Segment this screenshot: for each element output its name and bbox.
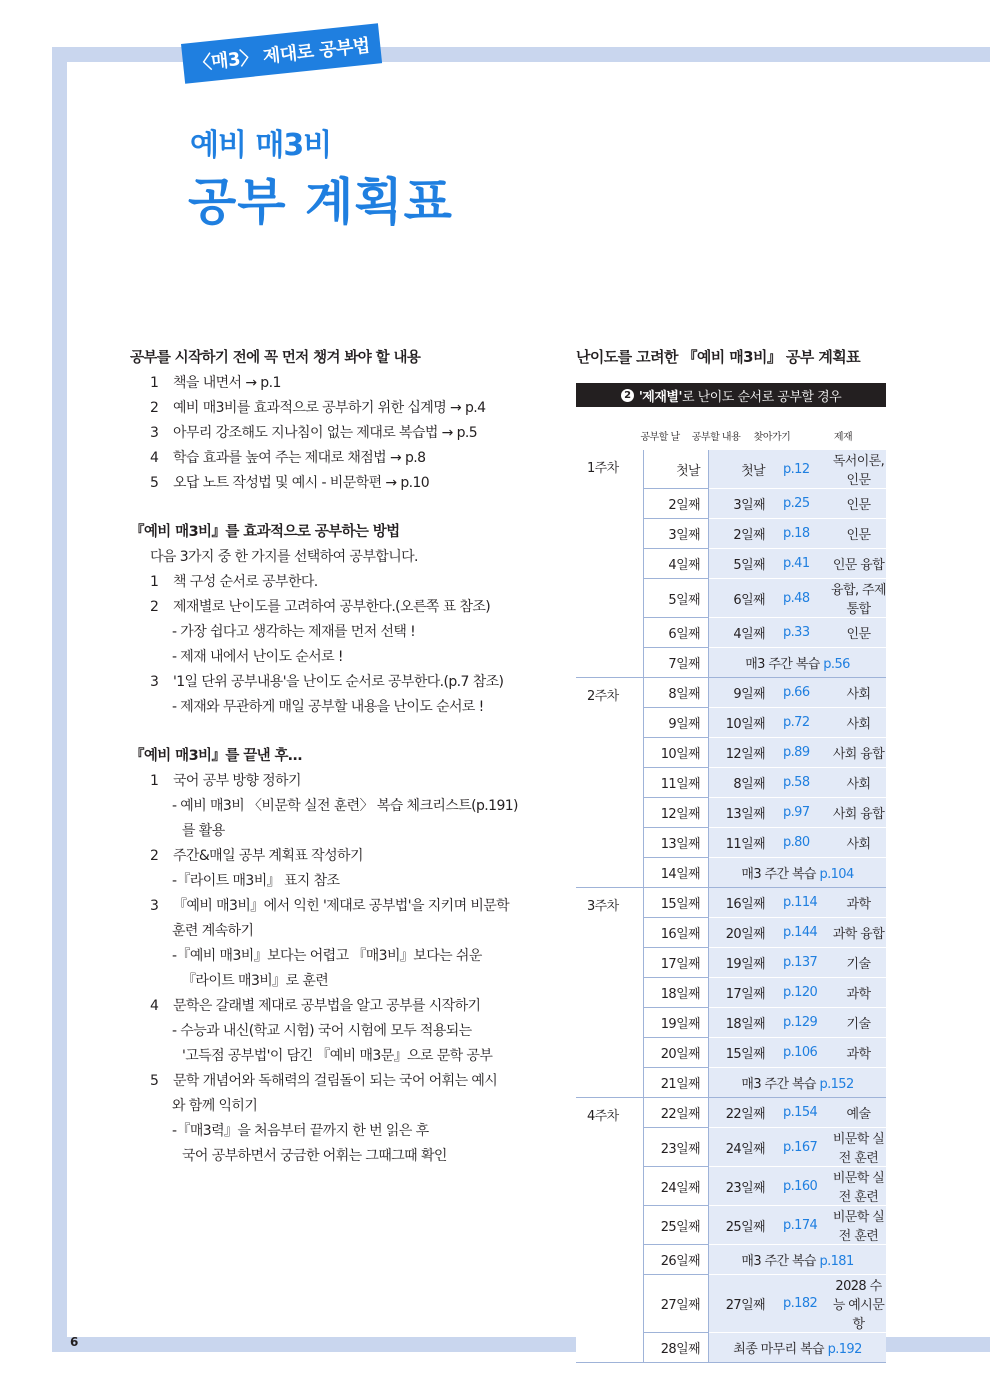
column-header-subject: 제재: [833, 432, 853, 443]
list-item: [130, 994, 550, 1019]
item-text: 책을 내면서 → p.1: [173, 375, 281, 391]
list-item: [130, 371, 550, 396]
table-row: [576, 678, 886, 708]
day-cell: 13일째: [644, 828, 709, 858]
content-cell: 22일째: [709, 1098, 774, 1128]
item-text: 학습 효과를 높여 주는 제대로 채점법 → p.8: [173, 450, 426, 466]
subject-cell: 과학 융합: [831, 918, 886, 948]
item-number: 4: [150, 450, 159, 466]
day-cell: 5일째: [644, 579, 709, 618]
page-cell: p.106: [773, 1038, 831, 1068]
page-number: 6: [70, 1335, 79, 1349]
page-cell: p.120: [773, 978, 831, 1008]
item-number: 1: [150, 375, 159, 391]
day-cell: 11일째: [644, 768, 709, 798]
item-text: '1일 단위 공부내용'을 난이도 순서로 공부한다.(p.7 참조): [173, 674, 504, 690]
content-cell: 20일째: [709, 918, 774, 948]
week-label: 3주차: [576, 888, 644, 1098]
day-cell: 26일째: [644, 1245, 709, 1275]
list-item: [130, 894, 550, 919]
content-cell: 23일째: [709, 1167, 774, 1206]
review-page: p.192: [827, 1342, 862, 1357]
day-cell: 21일째: [644, 1068, 709, 1098]
content-cell: 13일째: [709, 798, 774, 828]
item-text: 예비 매3비를 효과적으로 공부하기 위한 십계명 → p.4: [173, 400, 486, 416]
subject-cell: 과학: [831, 888, 886, 918]
subject-cell: 인문: [831, 519, 886, 549]
sub-item: 국어 공부하면서 궁금한 어휘는 그때그때 확인: [182, 1148, 447, 1164]
subject-cell: 예술: [831, 1098, 886, 1128]
page-cell: p.72: [773, 708, 831, 738]
item-text: 아무리 강조해도 지나침이 없는 제대로 복습법 → p.5: [173, 425, 478, 441]
day-cell: 27일째: [644, 1275, 709, 1333]
content-cell: 17일째: [709, 978, 774, 1008]
page-subtitle: 예비 매3비: [190, 128, 332, 163]
page-frame-left: [52, 47, 67, 1352]
review-page: p.152: [819, 1077, 854, 1092]
page-cell: p.66: [773, 678, 831, 708]
page-cell: p.129: [773, 1008, 831, 1038]
list-item: [130, 570, 550, 595]
page-cell: p.25: [773, 489, 831, 519]
column-header-day: 공부할 날: [640, 432, 680, 443]
page-cell: p.182: [773, 1275, 831, 1333]
day-cell: 8일째: [644, 678, 709, 708]
page-cell: p.18: [773, 519, 831, 549]
subject-cell: 비문학 실전 훈련: [831, 1167, 886, 1206]
table-row: [576, 450, 886, 489]
list-item: [130, 595, 550, 620]
review-cell: [709, 1245, 887, 1275]
section-heading-study-methods: 『예비 매3비』를 효과적으로 공부하는 방법: [130, 524, 400, 540]
page-cell: p.174: [773, 1206, 831, 1245]
week-label: 4주차: [576, 1098, 644, 1363]
subject-cell: 사회 융합: [831, 738, 886, 768]
page-cell: p.160: [773, 1167, 831, 1206]
day-cell: 16일째: [644, 918, 709, 948]
subject-cell: 기술: [831, 1008, 886, 1038]
item-number: 3: [150, 674, 159, 690]
item-text: 오답 노트 작성법 및 예시 - 비문학편 → p.10: [173, 475, 430, 491]
day-cell: 6일째: [644, 618, 709, 648]
review-label: 매3 주간 복습: [741, 1254, 816, 1269]
subject-cell: 과학: [831, 978, 886, 1008]
day-cell: 2일째: [644, 489, 709, 519]
item-number: 2: [150, 848, 159, 864]
subject-cell: 인문: [831, 618, 886, 648]
subject-cell: 인문 융합: [831, 549, 886, 579]
page-cell: p.58: [773, 768, 831, 798]
item-text: 책 구성 순서로 공부한다.: [173, 574, 318, 590]
case-number-badge: 2: [621, 389, 634, 402]
review-cell: [709, 648, 887, 678]
review-page: p.181: [819, 1254, 854, 1269]
sub-item: -『매3력』을 처음부터 끝까지 한 번 읽은 후: [172, 1123, 429, 1139]
day-cell: 23일째: [644, 1128, 709, 1167]
table-row: [576, 888, 886, 918]
review-page: p.104: [819, 867, 854, 882]
subject-cell: 융합, 주제 통합: [831, 579, 886, 618]
sub-item: '고득점 공부법'이 담긴 『예비 매3문』으로 문학 공부: [182, 1048, 493, 1064]
section-banner: 〈매3〉 제대로 공부법: [181, 23, 382, 83]
sub-item: - 제재 내에서 난이도 순서로 !: [172, 649, 343, 665]
page-cell: p.12: [773, 450, 831, 489]
sub-item: 『라이트 매3비』로 훈련: [182, 973, 329, 989]
content-cell: 2일째: [709, 519, 774, 549]
day-cell: 7일째: [644, 648, 709, 678]
item-number: 1: [150, 574, 159, 590]
sub-item: - 가장 쉽다고 생각하는 제재를 먼저 선택 !: [172, 624, 416, 640]
case-description: 로 난이도 순서로 공부할 경우: [681, 389, 842, 405]
subject-cell: 비문학 실전 훈련: [831, 1128, 886, 1167]
content-cell: 4일째: [709, 618, 774, 648]
item-text: 국어 공부 방향 정하기: [173, 773, 301, 789]
item-number: 2: [150, 599, 159, 615]
column-header-content: 공부할 내용: [691, 432, 741, 443]
day-cell: 17일째: [644, 948, 709, 978]
item-text: 문학은 갈래별 제대로 공부법을 알고 공부를 시작하기: [173, 998, 481, 1014]
review-label: 매3 주간 복습: [741, 1077, 816, 1092]
left-column: [130, 346, 550, 1169]
subject-cell: 기술: [831, 948, 886, 978]
review-label: 매3 주간 복습: [745, 657, 820, 672]
list-item: [130, 670, 550, 695]
case-keyword: '제재별': [638, 389, 682, 405]
subject-cell: 사회: [831, 768, 886, 798]
review-cell: [709, 1068, 887, 1098]
study-plan-table: [576, 450, 886, 1363]
content-cell: 첫날: [709, 450, 774, 489]
item-number: 4: [150, 998, 159, 1014]
content-cell: 24일째: [709, 1128, 774, 1167]
item-number: 2: [150, 400, 159, 416]
sub-item: -『예비 매3비』보다는 어렵고 『매3비』보다는 쉬운: [172, 948, 482, 964]
review-label: 최종 마무리 복습: [733, 1342, 825, 1357]
review-cell: [709, 1333, 887, 1363]
list-item: [130, 396, 550, 421]
content-cell: 27일째: [709, 1275, 774, 1333]
page-cell: p.33: [773, 618, 831, 648]
page-cell: p.48: [773, 579, 831, 618]
list-item: [130, 1069, 550, 1094]
list-item: [130, 421, 550, 446]
subject-cell: 2028 수능 예시문항: [831, 1275, 886, 1333]
subject-cell: 사회: [831, 678, 886, 708]
list-item: [130, 769, 550, 794]
day-cell: 19일째: [644, 1008, 709, 1038]
subject-cell: 과학: [831, 1038, 886, 1068]
content-cell: 25일째: [709, 1206, 774, 1245]
subject-cell: 독서이론, 인문: [831, 450, 886, 489]
section-intro: 다음 3가지 중 한 가지를 선택하여 공부합니다.: [150, 549, 418, 565]
list-item: [130, 471, 550, 496]
day-cell: 28일째: [644, 1333, 709, 1363]
list-item: [130, 446, 550, 471]
content-cell: 19일째: [709, 948, 774, 978]
day-cell: 3일째: [644, 519, 709, 549]
review-page: p.56: [823, 657, 850, 672]
day-cell: 20일째: [644, 1038, 709, 1068]
content-cell: 15일째: [709, 1038, 774, 1068]
week-label: 1주차: [576, 450, 644, 678]
day-cell: 첫날: [644, 450, 709, 489]
day-cell: 25일째: [644, 1206, 709, 1245]
section-heading-after-finish: 『예비 매3비』를 끝낸 후…: [130, 748, 302, 764]
section-heading-before-study: 공부를 시작하기 전에 꼭 먼저 챙겨 봐야 할 내용: [130, 350, 421, 366]
plan-case-bar: [576, 383, 886, 407]
content-cell: 11일째: [709, 828, 774, 858]
page-cell: p.167: [773, 1128, 831, 1167]
list-item: [130, 844, 550, 869]
item-number: 5: [150, 1073, 159, 1089]
day-cell: 15일째: [644, 888, 709, 918]
day-cell: 24일째: [644, 1167, 709, 1206]
day-cell: 4일째: [644, 549, 709, 579]
content-cell: 8일째: [709, 768, 774, 798]
subject-cell: 비문학 실전 훈련: [831, 1206, 886, 1245]
page-cell: p.97: [773, 798, 831, 828]
content-cell: 16일째: [709, 888, 774, 918]
day-cell: 22일째: [644, 1098, 709, 1128]
subject-cell: 사회 융합: [831, 798, 886, 828]
content-cell: 18일째: [709, 1008, 774, 1038]
sub-item: - 수능과 내신(학교 시험) 국어 시험에 모두 적용되는: [172, 1023, 472, 1039]
page-cell: p.137: [773, 948, 831, 978]
page-cell: p.80: [773, 828, 831, 858]
page-title: 공부 계획표: [188, 173, 453, 231]
page-cell: p.114: [773, 888, 831, 918]
subject-cell: 사회: [831, 708, 886, 738]
day-cell: 10일째: [644, 738, 709, 768]
column-header-page: 찾아가기: [753, 432, 791, 443]
item-number: 5: [150, 475, 159, 491]
page-cell: p.89: [773, 738, 831, 768]
sub-item: -『라이트 매3비』 표지 참조: [172, 873, 340, 889]
day-cell: 18일째: [644, 978, 709, 1008]
content-cell: 5일째: [709, 549, 774, 579]
sub-item: - 제재와 무관하게 매일 공부할 내용을 난이도 순서로 !: [172, 699, 484, 715]
review-label: 매3 주간 복습: [741, 867, 816, 882]
content-cell: 10일째: [709, 708, 774, 738]
subject-cell: 인문: [831, 489, 886, 519]
day-cell: 14일째: [644, 858, 709, 888]
content-cell: 3일째: [709, 489, 774, 519]
subject-cell: 사회: [831, 828, 886, 858]
item-continuation: 훈련 계속하기: [172, 923, 254, 939]
day-cell: 12일째: [644, 798, 709, 828]
table-row: [576, 1098, 886, 1128]
plan-table-title: 난이도를 고려한 『예비 매3비』 공부 계획표: [576, 348, 860, 366]
day-cell: 9일째: [644, 708, 709, 738]
content-cell: 6일째: [709, 579, 774, 618]
content-cell: 12일째: [709, 738, 774, 768]
item-number: 3: [150, 425, 159, 441]
content-cell: 9일째: [709, 678, 774, 708]
page-cell: p.41: [773, 549, 831, 579]
page-cell: p.154: [773, 1098, 831, 1128]
sub-item: - 예비 매3비 〈비문학 실전 훈련〉 복습 체크리스트(p.191): [172, 798, 518, 814]
review-cell: [709, 858, 887, 888]
item-text: 문학 개념어와 독해력의 걸림돌이 되는 국어 어휘는 예시: [173, 1073, 498, 1089]
sub-item: 를 활용: [182, 823, 225, 839]
week-label: 2주차: [576, 678, 644, 888]
item-number: 1: [150, 773, 159, 789]
item-text: 제재별로 난이도를 고려하여 공부한다.(오른쪽 표 참조): [173, 599, 491, 615]
item-text: 주간&매일 공부 계획표 작성하기: [173, 848, 363, 864]
page-cell: p.144: [773, 918, 831, 948]
item-continuation: 와 함께 익히기: [172, 1098, 258, 1114]
item-text: 『예비 매3비』에서 익힌 '제대로 공부법'을 지키며 비문학: [173, 898, 510, 914]
item-number: 3: [150, 898, 159, 914]
